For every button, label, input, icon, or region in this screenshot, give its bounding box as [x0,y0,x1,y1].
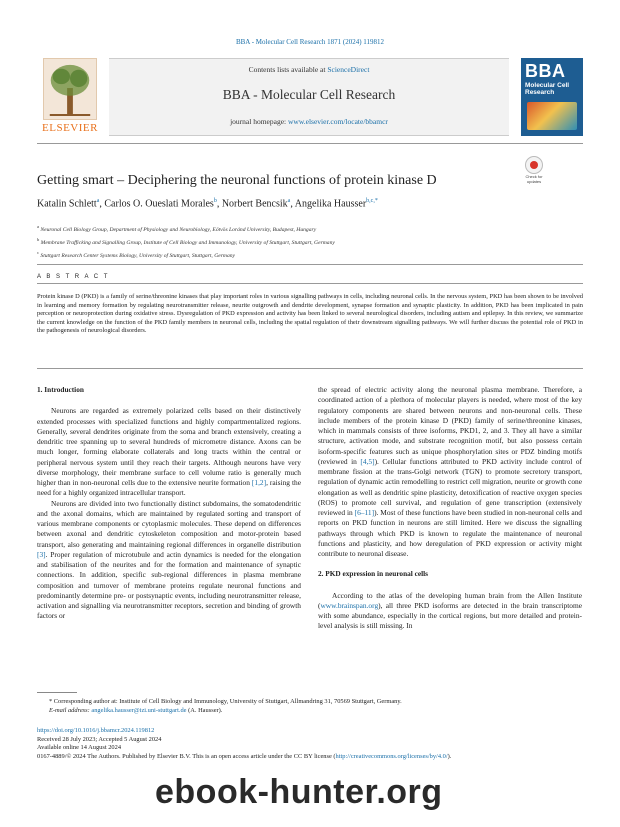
author-affil-sup[interactable]: b,c,* [366,198,378,204]
author-name[interactable]: Carlos O. Oueslati Morales [104,198,214,210]
author-name[interactable]: Norbert Bencsik [221,198,288,210]
article-title: Getting smart – Deciphering the neuronal functions of protein kinase D [37,173,437,188]
homepage-prefix: journal homepage: [230,117,288,126]
cover-artwork [527,102,577,130]
check-updates-line-2: updates [526,178,542,184]
affiliation-text: Neuronal Cell Biology Group, Department of Physiology and Neurobiology, Eötvös Loránd University, Budapest, Hungary [40,226,317,233]
email-suffix: (A. Hausser). [186,707,223,714]
journal-masthead [37,58,583,138]
affiliations [37,222,335,261]
abstract-divider [37,264,583,265]
footnotes [37,697,583,715]
contents-prefix: Contents lists available at [248,65,328,74]
author-separator: , [216,198,222,210]
check-updates-label [521,175,547,184]
watermark-text: ebook-hunter.org [155,773,443,811]
journal-cover-image[interactable] [521,58,583,136]
affiliation-sup: a [37,224,39,229]
check-updates-icon [525,156,543,174]
author-affil-sup[interactable]: a [96,198,100,204]
section-heading-introduction: 1. Introduction [37,385,84,394]
homepage-line [109,117,509,126]
email-link[interactable]: angelika.hausser@izi.uni-stuttgart.de [91,707,187,714]
affiliation-item [37,235,335,248]
author-separator: , [290,198,295,210]
doi-link[interactable]: https://doi.org/10.1016/j.bbamcr.2024.119812 [37,727,155,734]
license-link[interactable]: http://creativecommons.org/licenses/by/4.0/ [335,752,448,760]
received-accepted-dates: Received 28 July 2023; Accepted 5 August 2024 [37,735,162,743]
body-paragraph [37,406,301,498]
license-text-end: ). [447,752,452,760]
paragraph-text: Neurons are divided into two functionally distinct subdomains, the somatodendritic and the axonal domains, which are maintained by regulated sorting and transport of various membrane components or cytoplasmic molecules. These depend on differences between axonal and dendritic cytoskeleton composition and motor-protein based transport, also generating and maintaining regional differences in organelle distribution [37,498,301,549]
journal-homepage-link[interactable]: www.elsevier.com/locate/bbamcr [288,117,388,126]
body-paragraph [318,591,582,632]
elsevier-tree-icon [43,58,97,120]
contents-line [109,65,509,74]
license-text: 0167-4889/© 2024 The Authors. Published by Elsevier B.V. This is an open access article under the CC BY license ( [37,752,336,760]
body-column-left [37,385,301,622]
brainspan-link[interactable]: www.brainspan.org [320,600,379,610]
abstract-heading: A B S T R A C T [37,274,110,280]
check-updates-line-1: Check for [525,174,543,179]
reference-link[interactable]: [1,2] [251,478,267,487]
publication-info [37,727,583,761]
affiliation-text: Stuttgart Research Center Systems Biology, University of Stuttgart, Stuttgart, Germany [40,252,236,259]
available-online-date: Available online 14 August 2024 [37,744,122,751]
corresponding-author-note: * Corresponding author at: Institute of Cell Biology and Immunology, University of Stuttgart, Allmandring 31, 70569 Stuttgart, Germany. [49,698,402,705]
reference-link[interactable]: [6–11] [354,508,375,517]
check-for-updates-button[interactable] [521,156,547,186]
reference-link[interactable]: [4,5] [360,456,375,466]
email-label: E-mail address: [49,707,92,714]
paragraph-text: ). Cellular functions attributed to PKD activity include control of membrane fission at the trans-Golgi network (TGN) to promote secretory transport, regulation of dynamic actin remodelling to restrict cell migration, neurite or growth cone elongation as well as dendritic spine plasticity, detoxification of reactive oxygen species (ROS) to promote cell survival, and regulation of gene transcription (extensively reviewed in [318,456,582,517]
author-separator: , [99,198,105,210]
affiliation-sup: b [37,236,40,242]
abstract-text: Protein kinase D (PKD) is a family of serine/threonine kinases that play important roles in various signalling pathways in cells, including neuronal cells. In the nervous system, PKD has been shown to be involved in learning and memory formation by regulating neurotransmitter release, neurite outgrowth and dendrite development, synapse formation and synaptic plasticity. In addition, PKD has been implicated in pain perception or neuroprotection during oxidative stress. Dysregulation of PKD expression and activity has been linked to several neurological disorders, including autism and epilepsy. In this review, we summarize the current knowledge on the function of the PKD family members in neuronal cells, including the spatial regulation of their downstream signalling pathways. We will further discuss the potential role of PKD in the pathogenesis of neurological disorders. [37,293,583,335]
author-affil-sup[interactable]: b [213,198,217,204]
section-heading-pkd-expression: 2. PKD expression in neuronal cells [318,569,429,579]
affiliation-text: Membrane Trafficking and Signalling Group, Institute of Cell Biology and Immunology, University of Stuttgart, Stuttgart, Germany [40,239,335,246]
paragraph-text: , raising the need for a highly organized intracellular transport. [37,478,301,498]
paragraph-text: Neurons are regarded as extremely polarized cells based on their distinctively extended processes with specialized functions and highly compartmentalized regions. Generally, several dendrites originate from the soma and branch extensively, creating a dendritic tree spanning up to several hundreds of micrometre distance. Axons can be much longer, forming elaborate collaterals and long tracts within the central or peripheral nervous system until they reach their targets. Although neurons have very diverse morphology, their membrane surface to cell volume ratio is generally much higher than in non-neuronal cells due to the extensive neurite formation [37,406,301,487]
reference-link[interactable]: [3] [37,549,46,559]
footnote-divider [37,692,77,693]
masthead-divider [37,143,583,144]
publisher-wordmark: ELSEVIER [42,122,98,134]
journal-title: BBA - Molecular Cell Research [222,87,396,102]
body-divider [37,368,583,369]
paragraph-text: . Proper regulation of microtubule and actin dynamics is needed for the elongation and stabilisation of the neurites and for the formation and maintenance of synaptic connections. In addition, specific sub-regional differences in plasma membrane composition and turnover of membrane proteins regulate neuronal functions and predominantly determine pre- or postsynaptic events, including neurotransmitter release, activation and signalling via neurotransmitter receptors, secretion and binding of growth factors or [37,549,301,621]
author-name[interactable]: Angelika Hausser [294,198,367,210]
paragraph-text: According to the atlas of the developing human brain from the Allen Institute ( [318,590,582,610]
license-line [37,753,583,762]
abstract-heading-rule [37,283,583,284]
section-gap [318,559,582,569]
body-paragraph [37,499,301,622]
cover-subtitle: Molecular Cell Research [525,82,570,96]
email-line [37,706,583,715]
paragraph-text: the spread of electric activity along the neuronal plasma membrane. Therefore, a coordinated action of a plethora of molecular players is needed, where most of the key regulatory components are shared between neurons and non-neuronal cells. These include members of the protein kinase D (PKD) family of serine/threonine kinases, which in mammals consists of three isoforms, PKD1, 2, and 3. They all have a similar structure, activation mode, and substrate recognition motif, but also possess certain isoform-specific features such as unique phosphorylation sites or PDZ binding motifs (reviewed in [318,385,582,466]
elsevier-logo[interactable] [37,58,103,136]
author-affil-sup[interactable]: a [287,198,291,204]
sciencedirect-link[interactable]: ScienceDirect [327,65,370,74]
author-name[interactable]: Katalin Schlett [37,198,97,210]
cover-title: BBA [525,61,566,81]
affiliation-sup: c [37,249,39,255]
paragraph-text: ), all three PKD isoforms are detected in the brain transcriptome with some abundance, especially in the cortical regions, but more detailed and protein-level analysis is still missing. In [318,600,582,631]
body-paragraph [318,385,582,559]
affiliation-item [37,248,335,261]
author-list [37,198,378,209]
affiliation-item [37,222,335,235]
journal-info-box [109,58,509,136]
body-column-right [318,385,582,632]
journal-citation[interactable]: BBA - Molecular Cell Research 1871 (2024) 119812 [235,38,385,46]
paragraph-text: ). Most of these functions have been studied in non-neuronal cells and reports on PKD function in neurons are still limited. Here we discuss the signalling pathways through which PKD is known to regulate the maintenance of neuronal functions and plasticity, and how deregulation of PKD expression or activity might contribute to neuronal disease. [318,508,582,558]
